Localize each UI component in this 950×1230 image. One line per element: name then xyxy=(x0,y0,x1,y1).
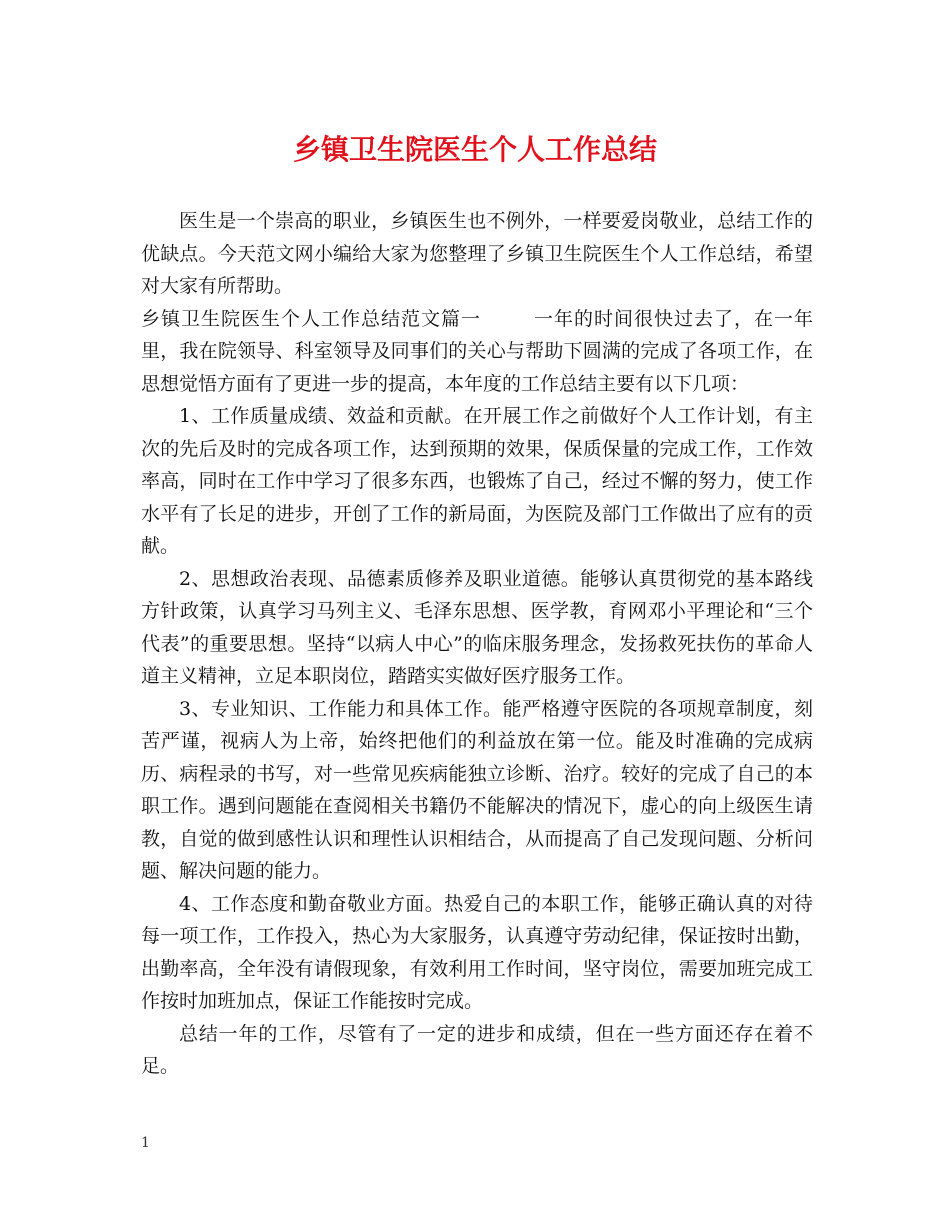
item-1-paragraph: 1、工作质量成绩、效益和贡献。在开展工作之前做好个人工作计划，有主次的先后及时的完成各项工作，达到预期的效果，保质保量的完成工作，工作效率高，同时在工作中学习了很多东西，也锻炼了自己，经过不懈的努力，使工作水平有了长足的进步，开创了工作的新局面，为医院及部门工作做出了应有的贡献。 xyxy=(141,405,813,557)
summary-paragraph: 总结一年的工作，尽管有了一定的进步和成绩，但在一些方面还存在着不足。 xyxy=(141,1022,813,1077)
section-heading: 乡镇卫生院医生个人工作总结范文篇一 xyxy=(141,307,481,330)
document-title: 乡镇卫生院医生个人工作总结 xyxy=(292,133,657,166)
item-2-paragraph: 2、思想政治表现、品德素质修养及职业道德。能够认真贯彻党的基本路线方针政策，认真学习马列主义、毛泽东思想、医学教，育网邓小平理论和“三个代表”的重要思想。坚持“以病人中心”的临床服务理念，发扬救死扶伤的革命人道主义精神，立足本职岗位，踏踏实实做好医疗服务工作。 xyxy=(141,567,813,687)
section-opening: 一年的时间很快过去了，在一年里，我在院领导、科室领导及同事们的关心与帮助下圆满的完成了各项工作，在思想觉悟方面有了更进一步的提高，本年度的工作总结主要有以下几项： xyxy=(141,307,813,395)
page-number: 1 xyxy=(141,1135,150,1151)
section-paragraph xyxy=(141,303,813,401)
document-body xyxy=(141,205,813,1083)
item-4-paragraph: 4、工作态度和勤奋敬业方面。热爱自己的本职工作，能够正确认真的对待每一项工作，工作投入，热心为大家服务，认真遵守劳动纪律，保证按时出勤，出勤率高，全年没有请假现象，有效利用工作时间，坚守岗位，需要加班完成工作按时加班加点，保证工作能按时完成。 xyxy=(141,892,813,1012)
item-3-paragraph: 3、专业知识、工作能力和具体工作。能严格遵守医院的各项规章制度，刻苦严谨，视病人为上帝，始终把他们的利益放在第一位。能及时准确的完成病历、病程录的书写，对一些常见疾病能独立诊断、治疗。较好的完成了自己的本职工作。遇到问题能在查阅相关书籍仍不能解决的情况下，虚心的向上级医生请教，自觉的做到感性认识和理性认识相结合，从而提高了自己发现问题、分析问题、解决问题的能力。 xyxy=(141,697,813,882)
intro-paragraph: 医生是一个崇高的职业，乡镇医生也不例外，一样要爱岗敬业，总结工作的优缺点。今天范文网小编给大家为您整理了乡镇卫生院医生个人工作总结，希望对大家有所帮助。 xyxy=(141,210,813,297)
